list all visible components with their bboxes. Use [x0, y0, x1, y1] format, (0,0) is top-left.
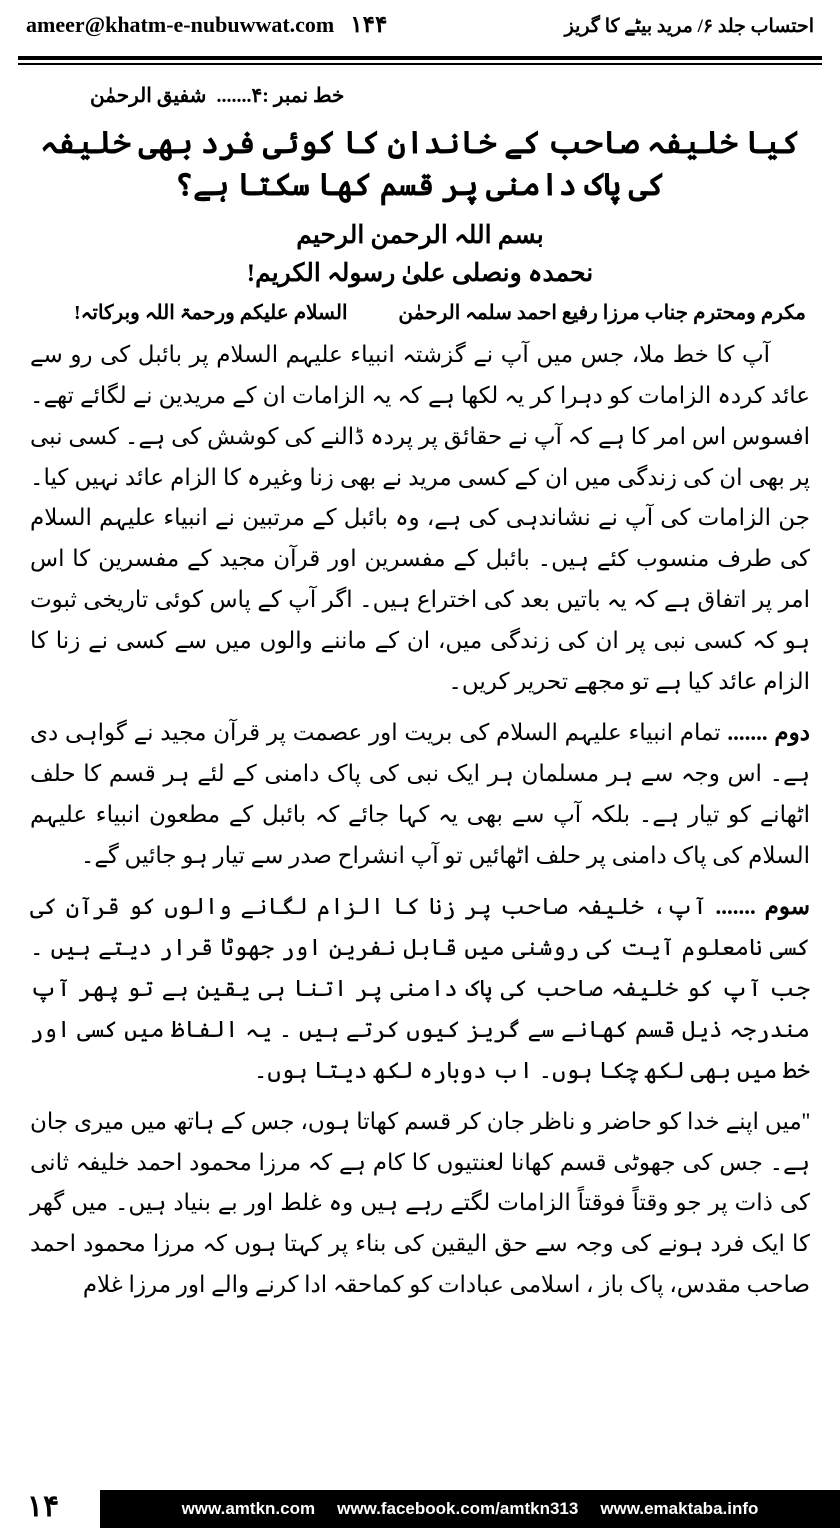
- page-footer: [0, 1478, 840, 1540]
- footer-link-website[interactable]: www.amtkn.com: [181, 1499, 316, 1518]
- salutation-row: [30, 300, 810, 325]
- paragraph-1-text: آپ کا خط ملا، جس میں آپ نے گزشتہ انبیاء علیہم السلام پر بائبل کی رو سے عائد کردہ الزامات کو دہرا کر یہ لکھا ہے کہ یہ الزامات ان کے مریدین نے لگائے تھے۔ افسوس اس امر کا ہے کہ آپ نے حقائق پر پردہ ڈالنے کی کوشش کی ہے۔ کسی نبی پر بھی ان کی زندگی میں ان کے کسی مرید نے بھی زنا وغیرہ کا الزام عائد نہیں کیا۔ جن الزامات کی آپ نے نشاندہی کی ہے، وہ بائبل کے مرتبین نے انبیاء علیہم السلام کی طرف منسوب کئے ہیں۔ بائبل کے مفسرین اور قرآن مجید کے مفسرین کا اس امر پر اتفاق ہے کہ یہ باتیں بعد کی اختراع ہیں۔ اگر آپ کے پاس کوئی تاریخی ثبوت ہو کہ کسی نبی پر ان کی زندگی میں، ان کے ماننے والوں میں سے کسی نے زنا کا الزام عائد کیا ہے تو مجھے تحریر کریں۔: [30, 341, 810, 695]
- header-book-line: احتساب جلد ۶/ مرید بیٹے کا گریز: [564, 16, 814, 37]
- letter-author: شفیق الرحمٰن: [90, 85, 207, 107]
- page-header: [0, 0, 840, 54]
- paragraph-2: [30, 713, 810, 877]
- paragraph-2-lead: دوم .......: [727, 720, 811, 746]
- footer-link-facebook[interactable]: www.facebook.com/amtkn313: [337, 1499, 579, 1518]
- bismillah-line: بسم اللہ الرحمن الرحیم: [296, 221, 544, 249]
- header-email: ameer@khatm-e-nubuwwat.com: [26, 12, 335, 37]
- paragraph-2-text: تمام انبیاء علیہم السلام کی بریت اور عصمت پر قرآن مجید نے گواہی دی ہے۔ اس وجہ سے ہر مسلمان ہر ایک نبی کی پاک دامنی کے لئے ہر قسم کا حلف اٹھانے کو تیار ہے۔ بلکہ آپ سے بھی یہ کہا جائے کہ بائبل کے مطعون انبیاء علیہم السلام کی پاک دامنی پر حلف اٹھائیں تو آپ انشراح صدر سے تیار ہو جائیں گے۔: [30, 720, 810, 868]
- paragraph-4-text: ''میں اپنے خدا کو حاضر و ناظر جان کر قسم کھاتا ہوں، جس کے ہاتھ میں میری جان ہے۔ جس کی جھوٹی قسم کھانا لعنتیوں کا کام ہے کہ مرزا محمود احمد خلیفہ ثانی کی ذات پر جو وقتاً فوقتاً الزامات لگتے رہے ہیں وہ غلط اور بے بنیاد ہیں۔ میں گھر کا ایک فرد ہونے کی وجہ سے حق الیقین کی بناء پر کہتا ہوں کہ مرزا محمود احمد صاحب مقدس، پاک باز ، اسلامی عبادات کو کماحقہ ادا کرنے والے اور مرزا غلام: [30, 1108, 810, 1298]
- header-center-group: [26, 10, 387, 38]
- header-page-number: ۱۴۴: [350, 12, 388, 37]
- footer-links-bar: [100, 1490, 840, 1528]
- paragraph-1: [30, 335, 810, 703]
- footer-page-number: ۱۴: [26, 1489, 60, 1523]
- footer-link-emaktaba[interactable]: www.emaktaba.info: [600, 1499, 759, 1518]
- header-rule-thick: [18, 56, 822, 60]
- salutation-greeting: السلام علیکم ورحمۃ اللہ وبرکاتہ!: [74, 301, 348, 324]
- paragraph-3-text: آپ، خلیفہ صاحب پر زنا کا الزام لگانے والوں کو قرآن کی کسی نامعلوم آیت کی روشنی میں قابل نفرین اور جھوٹا قرار دیتے ہیں ۔ جب آپ کو خلیفہ صاحب کی پاک دامنی پر اتنا ہی یقین ہے تو پھر آپ مندرجہ ذیل قسم کھانے سے گریز کیوں کرتے ہیں ۔ یہ الفاظ میں کسی اور خط میں بھی لکھ چکا ہوں۔ اب دوبارہ لکھ دیتا ہوں۔: [30, 893, 810, 1083]
- letter-number-line: [30, 83, 810, 108]
- paragraph-3-lead: سوم .......: [715, 893, 810, 919]
- salutation-addressee: مکرم ومحترم جناب مرزا رفیع احمد سلمہ الرحمٰن: [398, 301, 806, 324]
- hamd-line: نحمدہ ونصلی علیٰ رسولہ الکریم!: [246, 259, 594, 287]
- page-title: کیا خلیفہ صاحب کے خاندان کا کوئی فرد بھی خلیفہ کی پاک دامنی پر قسم کھا سکتا ہے؟: [40, 125, 800, 202]
- page-content: [0, 65, 840, 1306]
- letter-number-label: خط نمبر :۴.......: [216, 85, 345, 107]
- paragraph-3: [30, 887, 810, 1092]
- paragraph-4: [30, 1102, 810, 1307]
